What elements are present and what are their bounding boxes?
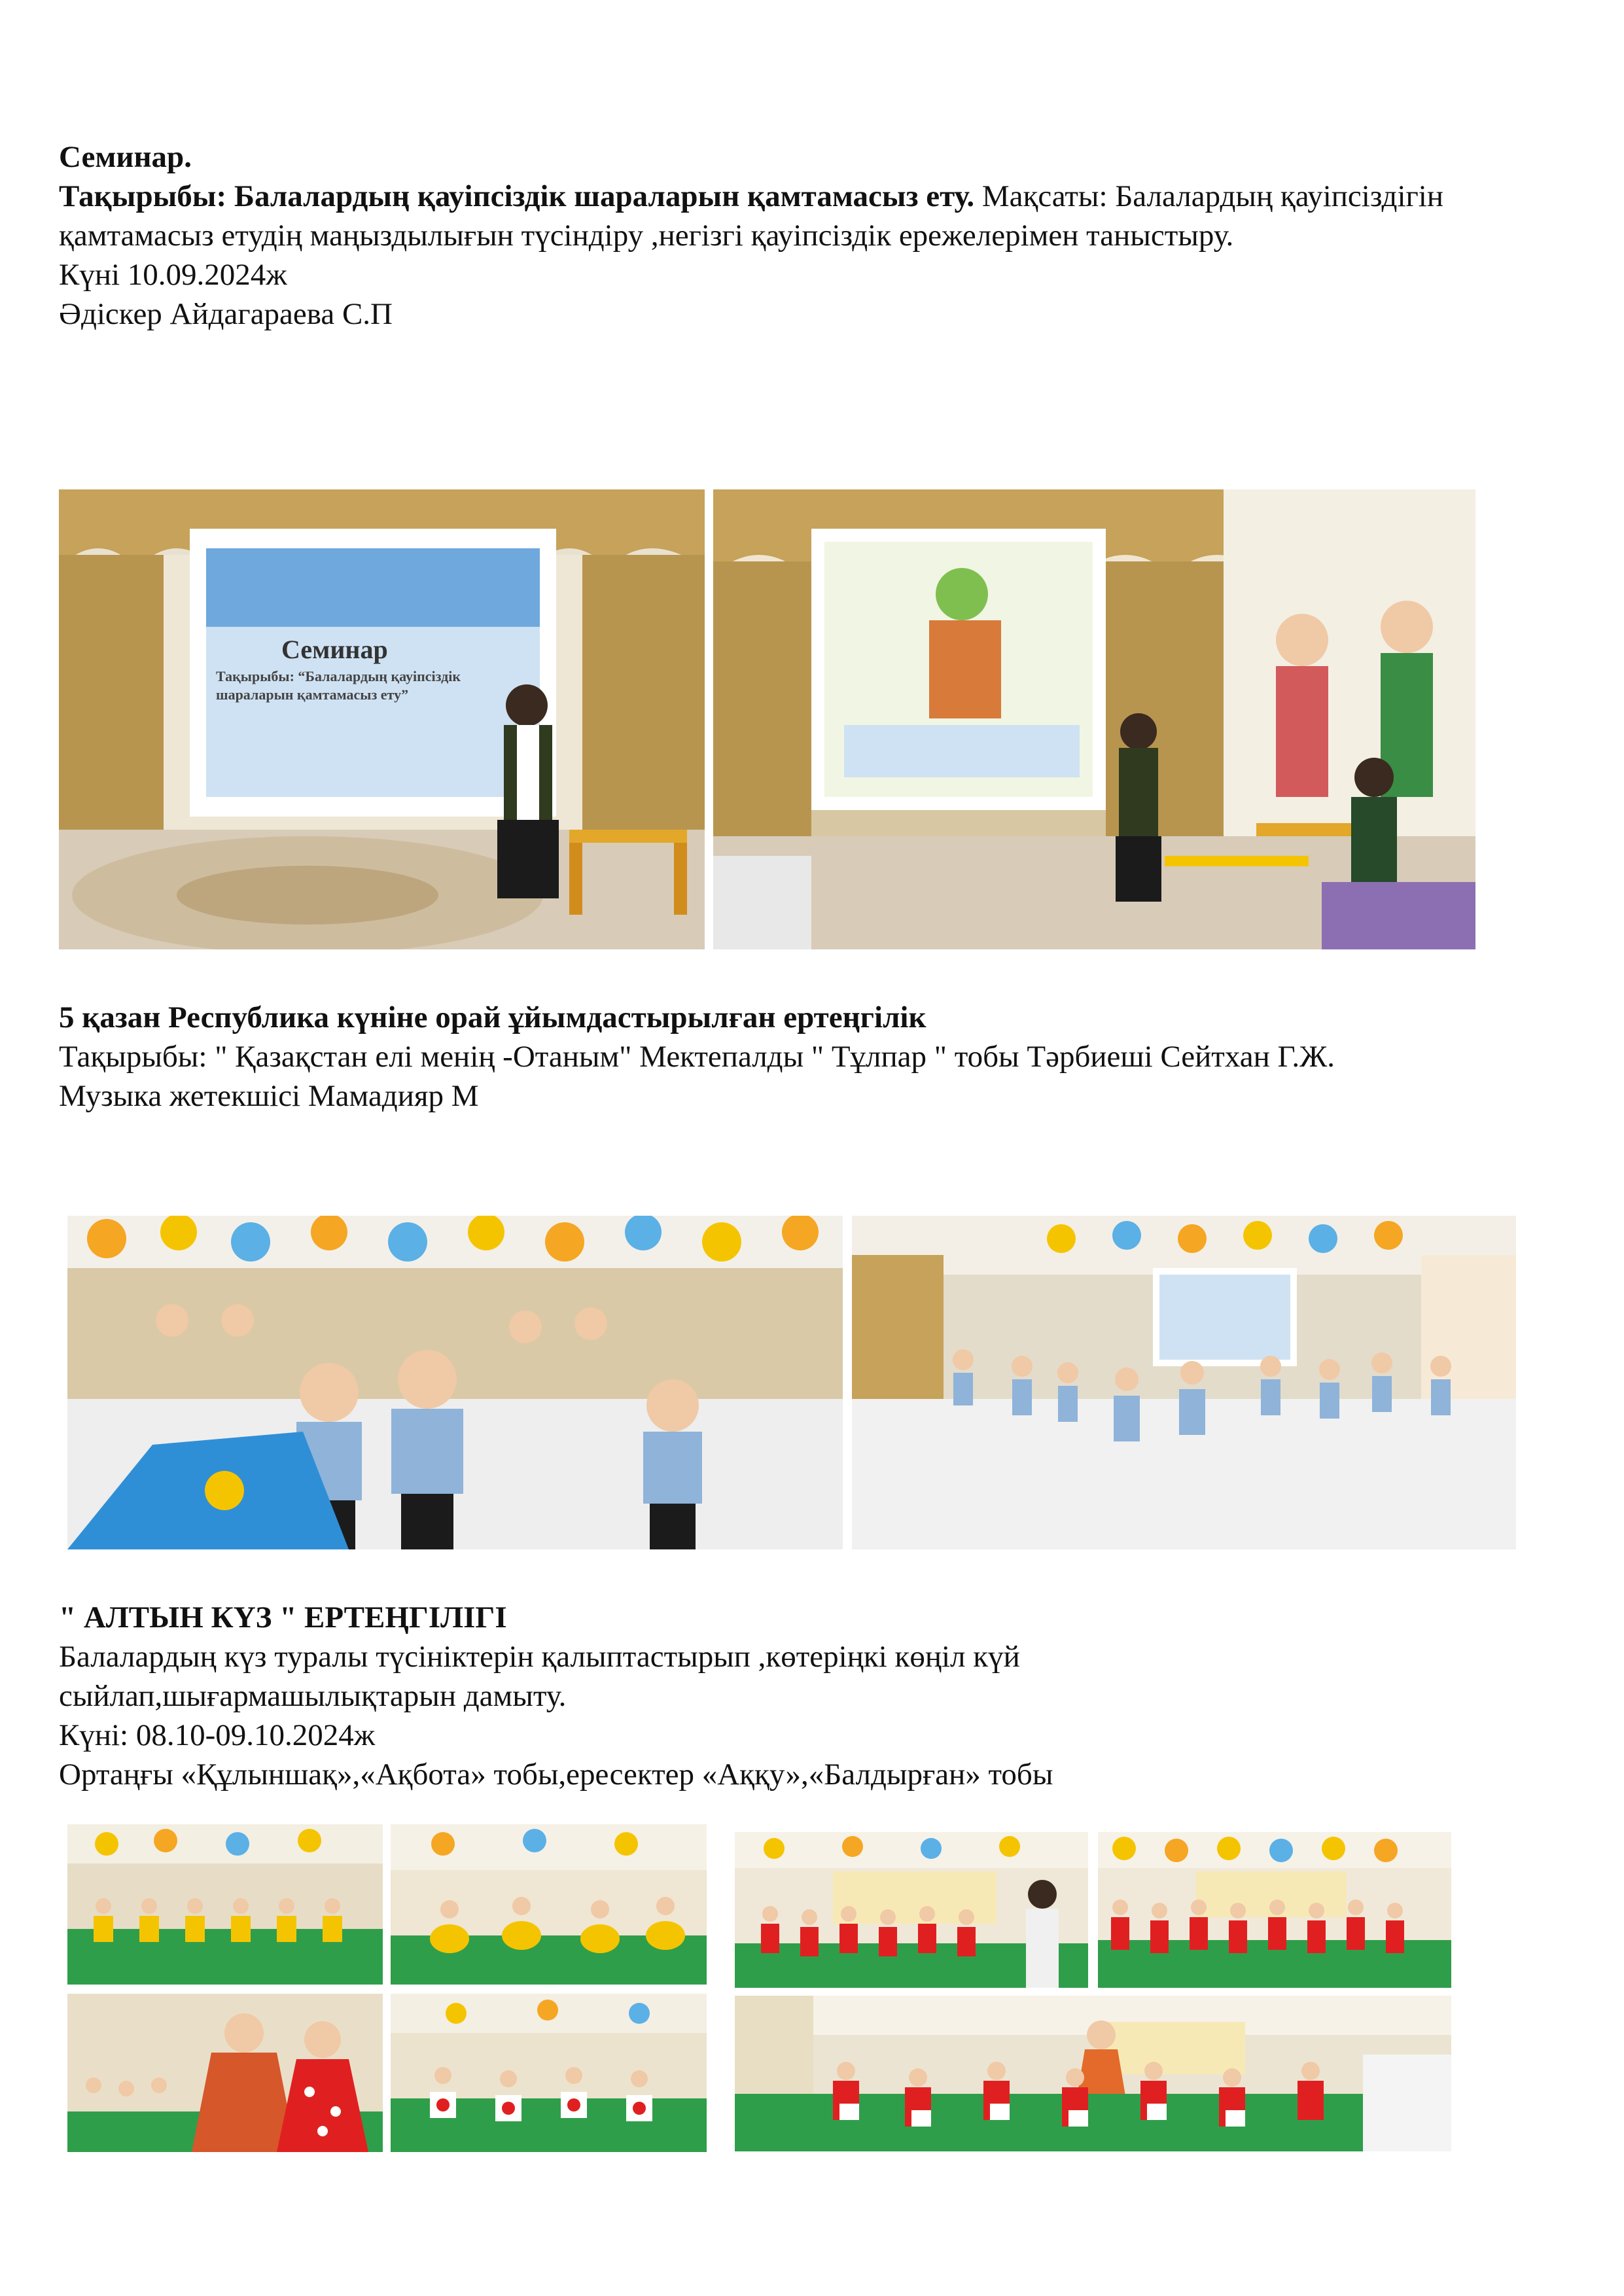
republic-day-photo-2 xyxy=(852,1216,1516,1549)
golden-autumn-date: Күні: 08.10-09.10.2024ж xyxy=(59,1718,376,1752)
seminar-topic-title: Тақырыбы: Балалардың қауіпсіздік шараларын қамтамасыз ету. xyxy=(59,179,975,213)
republic-day-photo-1 xyxy=(67,1216,843,1549)
autumn-photo-3 xyxy=(67,1994,383,2152)
golden-autumn-groups: Ортаңғы «Құлыншақ»,«Ақбота» тобы,ересектер «Аққу»,«Балдырған» тобы xyxy=(59,1757,1053,1792)
seminar-text xyxy=(59,137,1590,334)
seminar-photo-1 xyxy=(59,489,705,949)
seminar-photo-2 xyxy=(713,489,1475,949)
autumn-photo-1 xyxy=(67,1824,383,1985)
seminar-topic-goal: Мақсаты: Балалардың қауіпсіздігін қамтамасыз етудің маңыздылығын түсіндіру ,негізгі қауіпсіздік ережелерімен таныстыру. xyxy=(59,179,1444,253)
seminar-date: Күні 10.09.2024ж xyxy=(59,258,287,292)
autumn-photo-6 xyxy=(1098,1832,1451,1988)
republic-day-topic: Тақырыбы: " Қазақстан елі менің -Отаным" Мектепалды " Тұлпар " тобы Тәрбиеші Сейтхан Г.Ж. xyxy=(59,1040,1335,1074)
golden-autumn-text xyxy=(59,1598,1590,1794)
slide-title: Семинар xyxy=(281,635,388,664)
seminar-author: Әдіскер Айдагараева С.П xyxy=(59,297,393,331)
seminar-heading: Семинар. xyxy=(59,140,192,174)
autumn-photo-4 xyxy=(391,1994,707,2152)
autumn-photo-7 xyxy=(735,1996,1451,2151)
slide-text: Тақырыбы: “Балалардың қауіпсіздік шараларын қамтамасыз ету” xyxy=(216,668,461,703)
golden-autumn-line-2: сыйлап,шығармашылықтарын дамыту. xyxy=(59,1679,567,1713)
autumn-photo-2 xyxy=(391,1824,707,1985)
autumn-photo-5 xyxy=(735,1832,1088,1988)
republic-day-music: Музыка жетекшісі Мамадияр М xyxy=(59,1079,479,1113)
republic-day-heading: 5 қазан Республика күніне орай ұйымдастырылған ертеңгілік xyxy=(59,1000,927,1034)
golden-autumn-heading: " АЛТЫН КҮЗ " ЕРТЕҢГІЛІГІ xyxy=(59,1600,507,1634)
republic-day-text xyxy=(59,998,1590,1116)
golden-autumn-line-1: Балалардың күз туралы түсініктерін қалыптастырып ,көтеріңкі көңіл күй xyxy=(59,1640,1020,1674)
seminar-topic xyxy=(59,177,1590,255)
